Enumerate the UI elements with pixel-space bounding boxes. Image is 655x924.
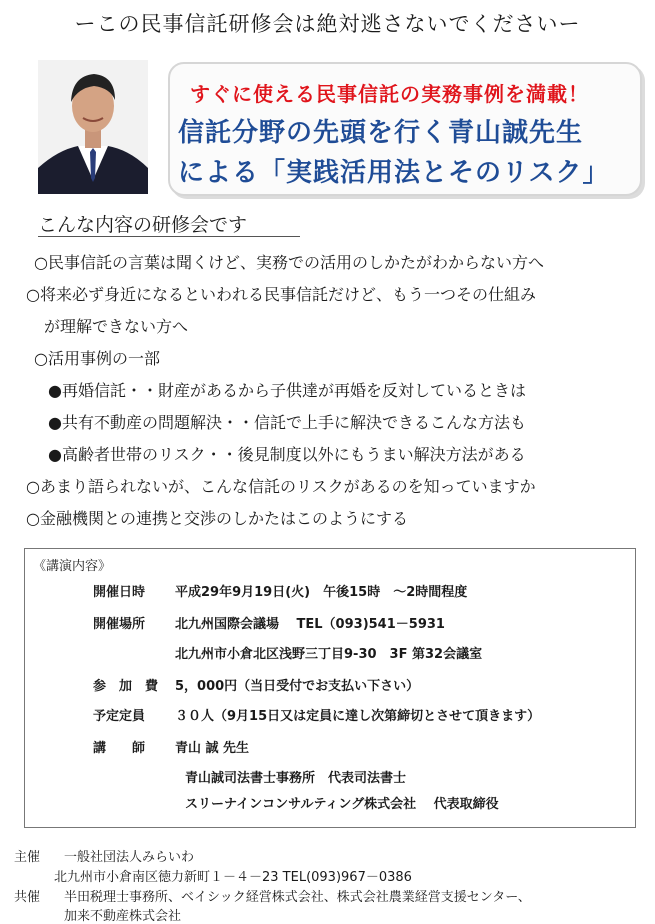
lecturer-label: 講 師 xyxy=(93,741,146,756)
fee-label: 参 加 費 xyxy=(93,679,159,694)
lecturer-company: スリーナインコンサルティング株式会社 代表取締役 xyxy=(185,797,499,812)
example-bullet: ●高齢者世帯のリスク・・後見制度以外にもうまい解決方法がある xyxy=(48,445,526,464)
subtitle-underline xyxy=(38,236,300,237)
content-item-continued: が理解できない方へ xyxy=(44,317,189,336)
lecture-heading: 《講演内容》 xyxy=(33,559,112,574)
venue-value: 北九州国際会議場 TEL（093)541－5931 xyxy=(175,617,445,632)
example-bullet: ●再婚信託・・財産があるから子供達が再婚を反対しているときは xyxy=(48,381,526,400)
example-bullet: ●共有不動産の問題解決・・信託で上手に解決できるこんな方法も xyxy=(48,413,526,432)
section-subtitle: こんな内容の研修会です xyxy=(38,214,248,236)
content-item: ○将来必ず身近になるといわれる民事信託だけど、もう一つその仕組み xyxy=(26,285,536,304)
headline-callout xyxy=(168,62,642,196)
lecturer-name: 青山 誠 先生 xyxy=(175,741,250,756)
callout-blue-line-2: による「実践活用法とそのリスク」 xyxy=(178,158,610,188)
content-item: ○金融機関との連携と交渉のしかたはこのようにする xyxy=(26,509,408,528)
cohost-line-2: 加来不動産株式会社 xyxy=(64,909,182,924)
host-address: 北九州市小倉南区徳力新町１－４－23 TEL(093)967－0386 xyxy=(54,870,412,885)
callout-blue-line-1: 信託分野の先頭を行く青山誠先生 xyxy=(178,118,584,148)
callout-red-line: すぐに使える民事信託の実務事例を満載！ xyxy=(190,82,589,106)
date-value: 平成29年9月19日(火) 午後15時 ～2時間程度 xyxy=(175,585,468,600)
lecturer-photo xyxy=(38,60,148,194)
content-item: ○活用事例の一部 xyxy=(34,349,160,368)
date-label: 開催日時 xyxy=(93,585,146,600)
venue-label: 開催場所 xyxy=(93,617,146,632)
content-item: ○あまり語られないが、こんな信託のリスクがあるのを知っていますか xyxy=(26,477,536,496)
venue-address: 北九州市小倉北区浅野三丁目9-30 3F 第32会議室 xyxy=(175,647,483,662)
lecture-details-box xyxy=(24,548,636,828)
host-label: 主催 xyxy=(14,850,41,865)
cohost-line-1: 半田税理士事務所、ベイシック経営株式会社、株式会社農業経営支援センター、 xyxy=(64,890,531,905)
content-item: ○民事信託の言葉は聞くけど、実務での活用のしかたがわからない方へ xyxy=(34,253,544,272)
fee-value: 5，000円（当日受付でお支払い下さい） xyxy=(175,679,420,694)
host-name: 一般社団法人みらいわ xyxy=(64,850,195,865)
lecturer-office: 青山誠司法書士事務所 代表司法書士 xyxy=(185,771,407,786)
cohost-label: 共催 xyxy=(14,890,41,905)
capacity-label: 予定定員 xyxy=(93,709,146,724)
capacity-value: ３０人（9月15日又は定員に達し次第締切とさせて頂きます） xyxy=(175,709,541,724)
page-title: ーこの民事信託研修会は絶対逃さないでくださいー xyxy=(74,12,581,36)
